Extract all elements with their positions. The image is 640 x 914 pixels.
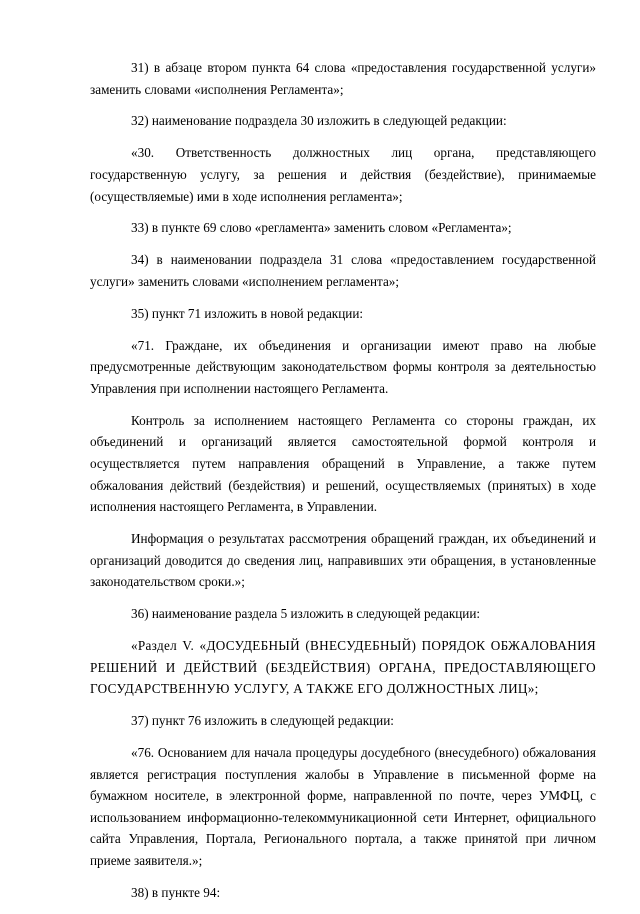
paragraph-quote-30: «30. Ответственность должностных лиц органа, представляющего государственную услугу, за решения и действия (бездействие), принимаемые (осуществляемые) ими в ходе исполнения регламента»; [90, 145, 596, 204]
paragraph-item-31: 31) в абзаце втором пункта 64 слова «предоставления государственной услуги» заменить словами «исполнения Регламента»; [90, 60, 596, 97]
paragraph-quote-76: «76. Основанием для начала процедуры досудебного (внесудебного) обжалования является регистрация поступления жалобы в Управление в письменной форме на бумажном носителе, в электронной форме, направленной по почте, через УМФЦ, с использованием информационно-телекоммуникационной сети Интернет, официального сайта Управления, Портала, Регионального портала, а также принятой при личном приеме заявителя.»; [90, 745, 596, 868]
paragraph-quote-71: «71. Граждане, их объединения и организации имеют право на любые предусмотренные действующим законодательством формы контроля за деятельностью Управления при исполнении настоящего Регламента. [90, 337, 596, 396]
paragraph-item-33: 33) в пункте 69 слово «регламента» заменить словом «Регламента»; [131, 220, 512, 236]
paragraph-section-5-title: «Раздел V. «ДОСУДЕБНЫЙ (ВНЕСУДЕБНЫЙ) ПОРЯДОК ОБЖАЛОВАНИЯ РЕШЕНИЙ И ДЕЙСТВИЙ (БЕЗДЕЙСТВИЯ) ОРГАНА, ПРЕДОСТАВЛЯЮЩЕГО ГОСУДАРСТВЕННУЮ УСЛУГУ, А ТАКЖЕ ЕГО ДОЛЖНОСТНЫХ ЛИЦ»; [90, 638, 596, 697]
document-body [90, 57, 596, 914]
paragraph-information: Информация о результатах рассмотрения обращений граждан, их объединений и организаций доводится до сведения лиц, направивших эти обращения, в установленные законодательством сроки.»; [90, 531, 596, 590]
paragraph-item-37: 37) пункт 76 изложить в следующей редакции: [131, 713, 394, 729]
paragraph-item-38: 38) в пункте 94: [131, 884, 221, 900]
paragraph-item-35: 35) пункт 71 изложить в новой редакции: [131, 305, 364, 321]
paragraph-control: Контроль за исполнением настоящего Регламента со стороны граждан, их объединений и организаций является самостоятельной формой контроля и осуществляется путем направления обращений в Управление, а также путем обжалования действий (бездействия) и решений, осуществляемых (принятых) в ходе исполнения настоящего Регламента, в Управлении. [90, 412, 596, 515]
paragraph-item-32: 32) наименование подраздела 30 изложить в следующей редакции: [131, 113, 507, 129]
paragraph-item-36: 36) наименование раздела 5 изложить в следующей редакции: [131, 606, 481, 622]
paragraph-item-34: 34) в наименовании подраздела 31 слова «предоставлением государственной услуги» заменить словами «исполнением регламента»; [90, 252, 596, 289]
